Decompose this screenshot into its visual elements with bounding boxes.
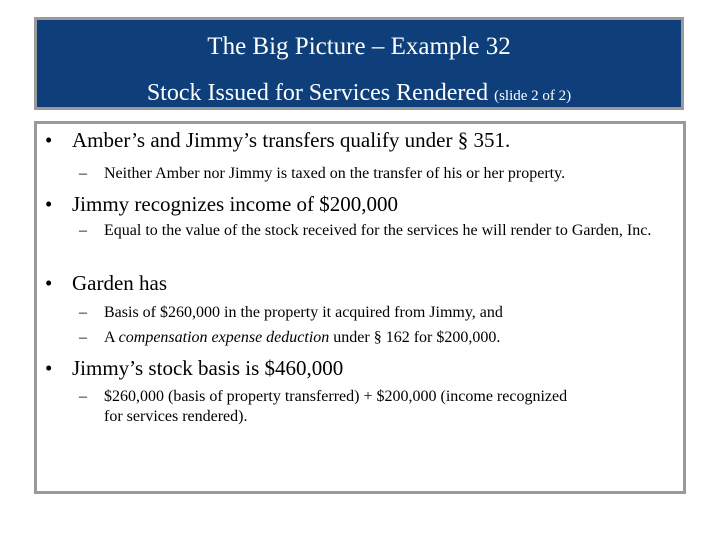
slide-body <box>34 121 686 494</box>
slide-subtitle-main: Stock Issued for Services Rendered <box>146 80 489 106</box>
sub-bullet-item <box>79 303 684 323</box>
sub-bullet-text: Equal to the value of the stock received for the services he will render to Garden, Inc. <box>104 222 652 239</box>
sub-bullet-item <box>79 164 684 184</box>
sub-bullet-item <box>79 387 579 427</box>
slide-subtitle <box>37 78 681 111</box>
sub-bullet-text: A compensation expense deduction under § 162 for $200,000. <box>104 329 501 346</box>
bullet-text: Jimmy recognizes income of $200,000 <box>72 192 399 216</box>
slide-number-note: (slide 2 of 2) <box>494 88 572 104</box>
bullet-text: Garden has <box>72 271 168 295</box>
bullet-glyph: • <box>45 128 53 152</box>
sub-bullet-text: $260,000 (basis of property transferred) + $200,000 (income recognized for services rendered). <box>104 388 568 425</box>
sub-bullet-item <box>79 221 659 241</box>
bullet-item <box>45 192 398 216</box>
bullet-text: Amber’s and Jimmy’s transfers qualify under § 351. <box>72 128 511 152</box>
bullet-text: Jimmy’s stock basis is $460,000 <box>72 356 344 380</box>
dash-glyph: – <box>79 388 87 405</box>
bullet-item <box>45 356 343 380</box>
slide-title: The Big Picture – Example 32 <box>207 33 511 60</box>
sub-bullet-text: Basis of $260,000 in the property it acquired from Jimmy, and <box>104 304 503 321</box>
bullet-glyph: • <box>45 356 53 380</box>
bullet-item <box>45 128 510 152</box>
dash-glyph: – <box>79 304 87 321</box>
dash-glyph: – <box>79 165 87 182</box>
sub-bullet-item <box>79 328 684 348</box>
bullet-glyph: • <box>45 192 53 216</box>
sub-bullet-text: Neither Amber nor Jimmy is taxed on the transfer of his or her property. <box>104 165 566 182</box>
dash-glyph: – <box>79 222 87 239</box>
slide-title-banner <box>34 17 684 110</box>
dash-glyph: – <box>79 329 87 346</box>
bullet-glyph: • <box>45 271 53 295</box>
italic-term: compensation expense deduction <box>118 329 330 346</box>
bullet-item <box>45 271 167 295</box>
